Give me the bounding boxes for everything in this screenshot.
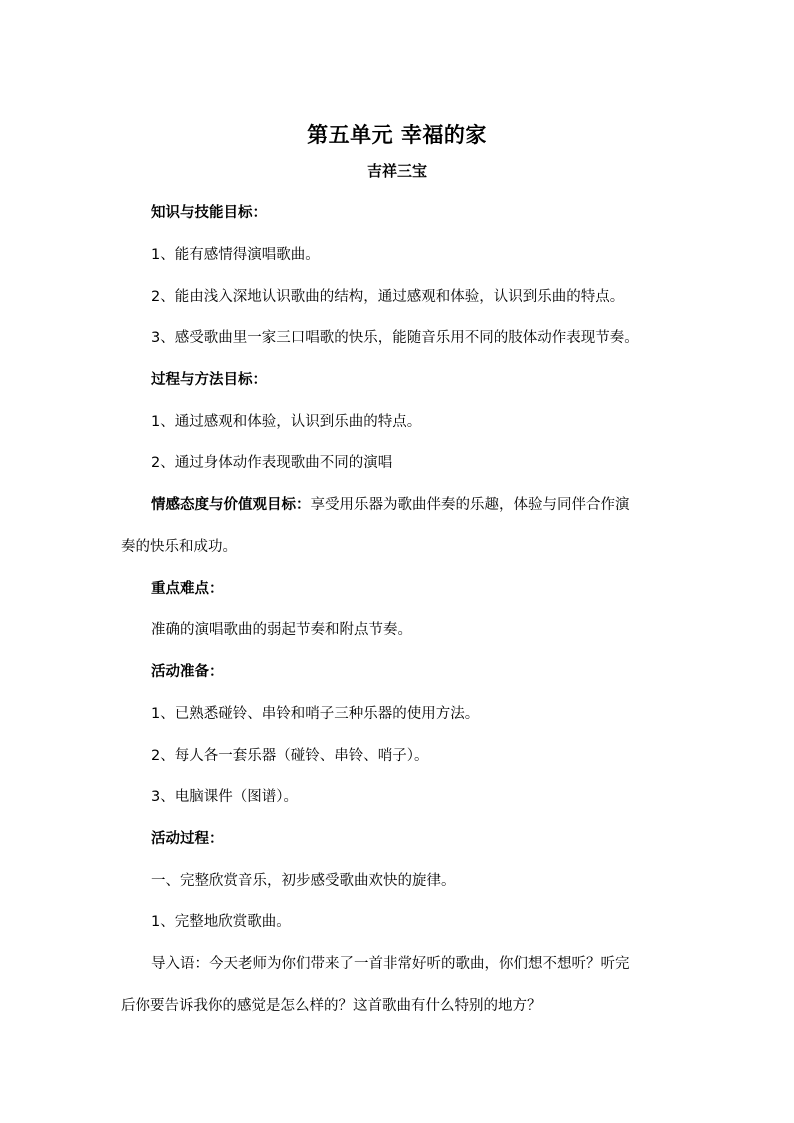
knowledge-item: 2、能由浅入深地认识歌曲的结构，通过感观和体验，认识到乐曲的特点。 <box>151 289 625 305</box>
key-heading: 重点难点： <box>151 581 224 597</box>
prep-item: 3、电脑课件（图谱）。 <box>151 789 298 805</box>
activity-step: 一、完整欣赏音乐，初步感受歌曲欢快的旋律。 <box>151 873 456 889</box>
process-item: 2、通过身体动作表现歌曲不同的演唱 <box>151 455 393 471</box>
key-text: 准确的演唱歌曲的弱起节奏和附点节奏。 <box>151 622 412 638</box>
process-item: 1、通过感观和体验，认识到乐曲的特点。 <box>151 414 422 430</box>
document-subtitle: 吉祥三宝 <box>366 162 427 180</box>
knowledge-item: 1、能有感情得演唱歌曲。 <box>151 247 320 263</box>
process-heading: 过程与方法目标： <box>151 372 267 388</box>
emotion-heading: 情感态度与价值观目标： <box>151 497 311 513</box>
emotion-text-continued: 奏的快乐和成功。 <box>121 539 237 555</box>
emotion-paragraph-line <box>151 494 630 516</box>
prep-heading: 活动准备： <box>151 664 224 680</box>
activity-heading: 活动过程： <box>151 831 224 847</box>
document-title: 第五单元 幸福的家 <box>307 122 487 147</box>
intro-text: 导入语：今天老师为你们带来了一首非常好听的歌曲，你们想不想听？听完 <box>151 956 630 972</box>
prep-item: 2、每人各一套乐器（碰铃、串铃、哨子）。 <box>151 748 429 764</box>
prep-item: 1、已熟悉碰铃、串铃和哨子三种乐器的使用方法。 <box>151 706 480 722</box>
knowledge-item: 3、感受歌曲里一家三口唱歌的快乐，能随音乐用不同的肢体动作表现节奏。 <box>151 330 639 346</box>
emotion-text: 享受用乐器为歌曲伴奏的乐趣，体验与同伴合作演 <box>310 497 630 513</box>
intro-text-continued: 后你要告诉我你的感觉是怎么样的？这首歌曲有什么特别的地方？ <box>121 998 542 1014</box>
activity-substep: 1、完整地欣赏歌曲。 <box>151 914 291 930</box>
knowledge-heading: 知识与技能目标： <box>151 205 267 221</box>
